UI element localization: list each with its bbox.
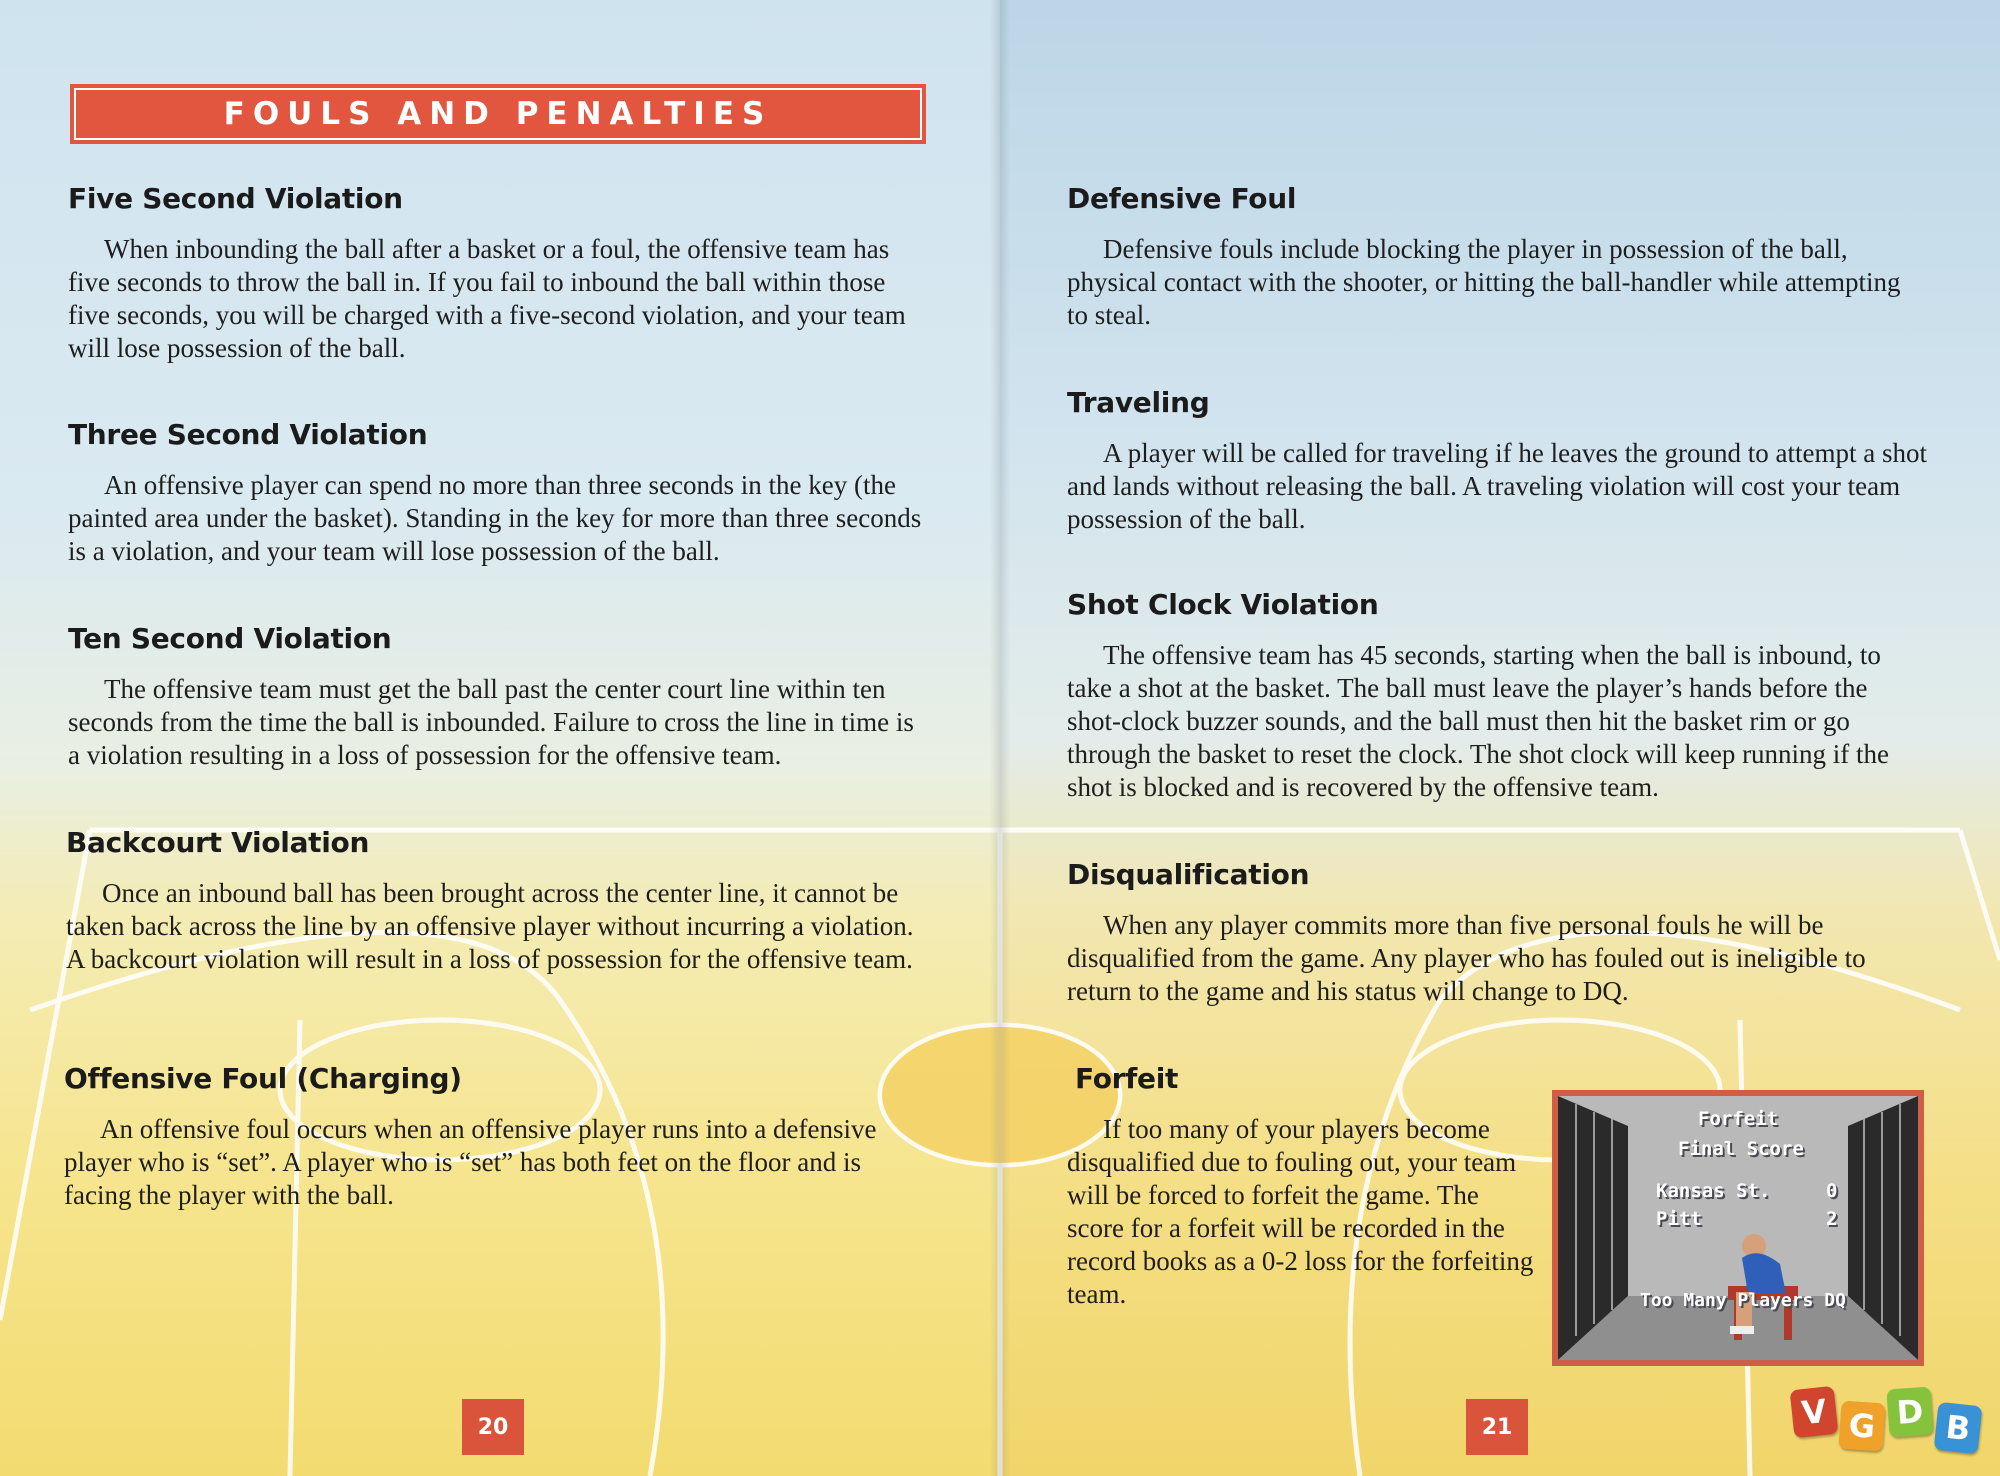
section-body: When inbounding the ball after a basket or a foul, the offensive team has five seconds to throw the ball in. If you fail to inbound the ball within those five seconds, you will be charged with a five-second violation, and your team will lose possession of the ball. [68, 234, 906, 363]
section-heading: Offensive Foul (Charging) [64, 1062, 462, 1095]
locker-room-scene [1558, 1096, 1918, 1360]
logo-letter-g: G [1838, 1401, 1885, 1452]
section-heading: Traveling [1067, 386, 1210, 419]
section-backcourt-violation [66, 826, 926, 976]
section-banner [70, 84, 926, 144]
screenshot-title: Forfeit [1698, 1108, 1779, 1130]
section-body: An offensive foul occurs when an offensive player runs into a defensive player who is “set”. A player who is “set” has both feet on the floor and is facing the player with the ball. [64, 1114, 877, 1210]
section-heading: Defensive Foul [1067, 182, 1297, 215]
section-ten-second-violation [68, 622, 928, 772]
section-traveling [1067, 386, 1927, 536]
section-heading: Backcourt Violation [66, 826, 370, 859]
forfeit-screenshot [1552, 1090, 1924, 1366]
section-body: When any player commits more than five personal fouls he will be disqualified from the game. Any player who has fouled out is ineligible to return to the game and his status will change to DQ. [1067, 910, 1866, 1006]
section-body: An offensive player can spend no more than three seconds in the key (the painted area under the basket). Standing in the key for more than three seconds is a violation, and your team will lose possession of the ball. [68, 470, 922, 566]
section-heading: Ten Second Violation [68, 622, 392, 655]
section-heading: Shot Clock Violation [1067, 588, 1379, 621]
screenshot-screen [1558, 1096, 1918, 1360]
logo-letter-v: V [1790, 1386, 1839, 1438]
section-disqualification [1067, 858, 1927, 1008]
section-heading: Three Second Violation [68, 418, 428, 451]
section-defensive-foul [1067, 182, 1927, 332]
section-body: Once an inbound ball has been brought across the center line, it cannot be taken back across the line by an offensive player without incurring a violation. A backcourt violation will result in a loss of possession for the offensive team. [66, 878, 914, 974]
section-body: A player will be called for traveling if he leaves the ground to attempt a shot and lands without releasing the ball. A traveling violation will cost your team possession of the ball. [1067, 438, 1927, 534]
section-body: Defensive fouls include blocking the player in possession of the ball, physical contact with the shooter, or hitting the ball-handler while attempting to steal. [1067, 234, 1901, 330]
book-spine [990, 0, 1010, 1476]
section-heading: Five Second Violation [68, 182, 403, 215]
vgdb-logo [1792, 1386, 1988, 1456]
section-heading: Forfeit [1075, 1062, 1179, 1095]
banner-title: FOULS AND PENALTIES [223, 96, 773, 132]
section-heading: Disqualification [1067, 858, 1310, 891]
section-body: The offensive team has 45 seconds, starting when the ball is inbound, to take a shot at the basket. The ball must leave the player’s hands before the shot-clock buzzer sounds, and the ball must then hit the basket rim or go through the basket to reset the clock. The shot clock will keep running if the shot is blocked and is recovered by the offensive team. [1067, 640, 1890, 802]
screenshot-subtitle: Final Score [1678, 1138, 1804, 1160]
section-three-second-violation [68, 418, 928, 568]
logo-letter-b: B [1934, 1402, 1983, 1454]
section-five-second-violation [68, 182, 928, 365]
section-forfeit [1067, 1062, 1535, 1311]
section-body: If too many of your players become disqualified due to fouling out, your team will be forced to forfeit the game. The score for a forfeit will be recorded in the record books as a 0-2 loss for the forfeiting team. [1067, 1114, 1534, 1309]
team2-name: Pitt [1656, 1208, 1702, 1230]
section-body: The offensive team must get the ball past the center court line within ten seconds from the time the ball is inbounded. Failure to cross the line in time is a violation resulting in a loss of possession for the offensive team. [68, 674, 914, 770]
banner-frame [74, 88, 922, 140]
team1-name: Kansas St. [1656, 1180, 1771, 1202]
page-number-left: 20 [462, 1399, 524, 1455]
screenshot-footer: Too Many Players DQ [1640, 1290, 1846, 1311]
team2-score: 2 [1826, 1208, 1838, 1230]
logo-letter-d: D [1886, 1387, 1933, 1438]
section-offensive-foul [64, 1062, 924, 1212]
page-number-right: 21 [1466, 1399, 1528, 1455]
section-shot-clock-violation [1067, 588, 1927, 804]
team1-score: 0 [1826, 1180, 1838, 1202]
